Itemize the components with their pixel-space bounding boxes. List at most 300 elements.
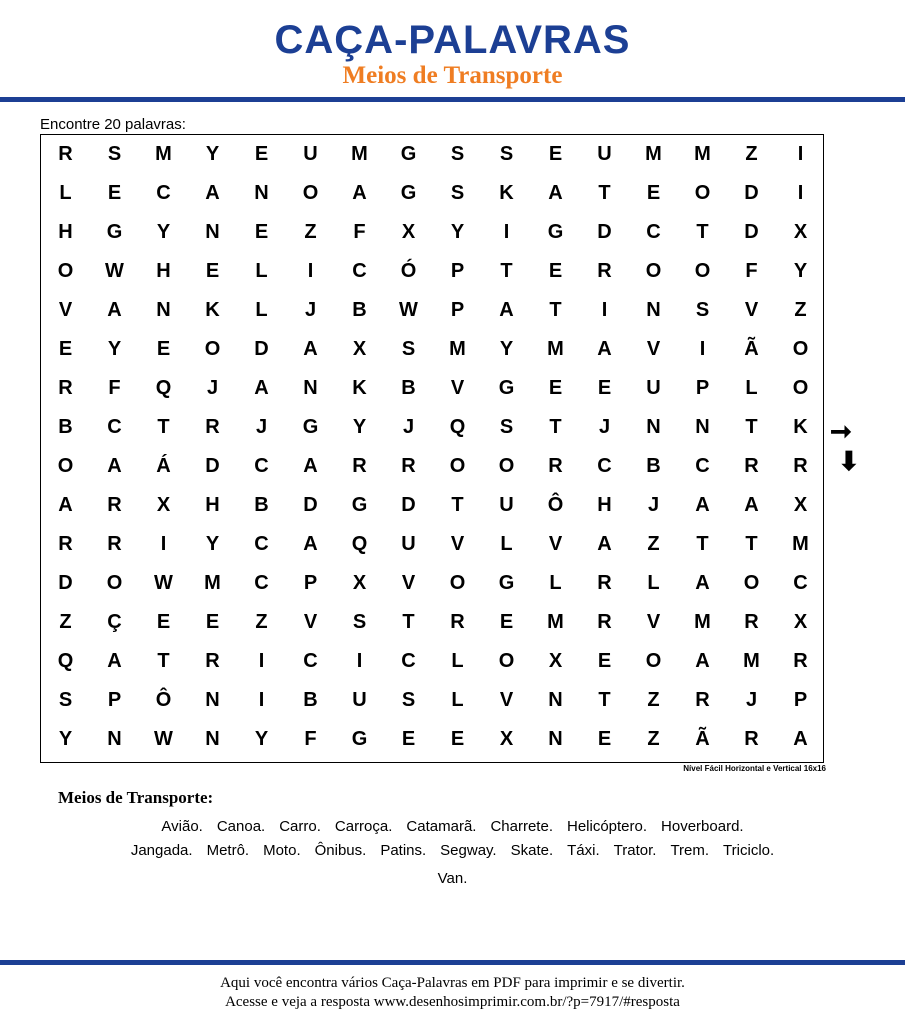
grid-letter: E xyxy=(450,728,465,750)
grid-letter: A xyxy=(107,455,122,477)
grid-letter: Q xyxy=(351,533,368,555)
grid-letter: Z xyxy=(647,728,660,750)
grid-letter: I xyxy=(307,260,314,282)
grid-row xyxy=(41,330,825,369)
grid-letter: U xyxy=(499,494,514,516)
grid-row xyxy=(41,564,825,603)
word-list-item: Charrete. xyxy=(490,818,553,835)
grid-letter: R xyxy=(205,416,220,438)
grid-letter: B xyxy=(401,377,416,399)
grid-letter: Y xyxy=(107,338,122,360)
grid-letter: U xyxy=(303,143,318,165)
grid-letter: V xyxy=(499,689,514,711)
grid-letter: E xyxy=(254,221,269,243)
grid-letter: Ô xyxy=(547,494,564,516)
grid-letter: P xyxy=(793,689,808,711)
grid-letter: U xyxy=(401,533,416,555)
grid-letter: S xyxy=(58,689,73,711)
grid-letter: N xyxy=(205,728,220,750)
grid-letter: S xyxy=(107,143,122,165)
grid-letter: O xyxy=(694,182,711,204)
grid-letter: M xyxy=(547,338,564,360)
grid-letter: V xyxy=(303,611,318,633)
grid-letter: E xyxy=(156,611,171,633)
page-subtitle: Meios de Transporte xyxy=(342,62,563,89)
grid-letter: R xyxy=(107,533,122,555)
grid-letter: D xyxy=(744,221,759,243)
grid-letter: C xyxy=(646,221,661,243)
grid-letter: N xyxy=(254,182,269,204)
word-list-line xyxy=(0,842,905,859)
grid-letter: M xyxy=(645,143,662,165)
grid-letter: A xyxy=(352,182,367,204)
grid-letter: I xyxy=(797,182,804,204)
footer-line-2: Acesse e veja a resposta www.desenhosimprimir.com.br/?p=7917/#resposta xyxy=(225,994,680,1010)
grid-letter: C xyxy=(597,455,612,477)
grid-row xyxy=(41,525,825,564)
word-list-item: Moto. xyxy=(263,842,301,859)
grid-letter: N xyxy=(548,728,563,750)
grid-letter: L xyxy=(500,533,513,555)
grid-letter: Z xyxy=(647,689,660,711)
grid-letter: V xyxy=(548,533,563,555)
grid-letter: M xyxy=(792,533,809,555)
grid-letter: P xyxy=(303,572,318,594)
grid-letter: M xyxy=(351,143,368,165)
grid-letter: O xyxy=(106,572,123,594)
grid-letter: R xyxy=(107,494,122,516)
grid-letter: A xyxy=(695,572,710,594)
word-list-item: Helicóptero. xyxy=(566,818,648,835)
grid-letter: D xyxy=(401,494,416,516)
grid-row xyxy=(41,408,825,447)
word-list-item: Patins. xyxy=(380,842,427,859)
grid-letter: X xyxy=(401,221,416,243)
word-list-item: Carroça. xyxy=(334,818,393,835)
grid-letter: M xyxy=(694,143,711,165)
grid-letter: V xyxy=(58,299,73,321)
grid-letter: Ó xyxy=(400,260,417,282)
grid-letter: O xyxy=(645,650,662,672)
grid-letter: R xyxy=(597,572,612,594)
grid-letter: S xyxy=(499,143,514,165)
grid-letter: B xyxy=(303,689,318,711)
grid-letter: R xyxy=(695,689,710,711)
word-list-item: Canoa. xyxy=(216,818,266,835)
grid-letter: E xyxy=(646,182,661,204)
grid-letter: T xyxy=(745,533,758,555)
grid-letter: R xyxy=(450,611,465,633)
grid-letter: X xyxy=(548,650,563,672)
grid-letter: F xyxy=(353,221,366,243)
grid-letter: D xyxy=(58,572,73,594)
grid-letter: V xyxy=(401,572,416,594)
grid-letter: J xyxy=(402,416,415,438)
grid-row xyxy=(41,291,825,330)
grid-letter: O xyxy=(694,260,711,282)
grid-letter: G xyxy=(498,572,515,594)
grid-letter: P xyxy=(450,260,465,282)
grid-letter: S xyxy=(450,143,465,165)
grid-letter: Y xyxy=(58,728,73,750)
grid-letter: B xyxy=(254,494,269,516)
grid-letter: L xyxy=(451,650,464,672)
grid-letter: L xyxy=(255,260,268,282)
grid-letter: N xyxy=(548,689,563,711)
grid-letter: R xyxy=(548,455,563,477)
grid-letter: T xyxy=(402,611,415,633)
grid-letter: E xyxy=(499,611,514,633)
grid-letter: S xyxy=(450,182,465,204)
grid-letter: G xyxy=(351,728,368,750)
grid-letter: O xyxy=(743,572,760,594)
grid-letter: T xyxy=(549,416,562,438)
grid-row xyxy=(41,720,825,759)
grid-letter: Z xyxy=(59,611,72,633)
word-list-item: Trem. xyxy=(670,842,710,859)
grid-letter: J xyxy=(647,494,660,516)
grid-letter: T xyxy=(549,299,562,321)
grid-letter: R xyxy=(58,377,73,399)
grid-letter: Z xyxy=(304,221,317,243)
grid-letter: O xyxy=(449,572,466,594)
grid-row xyxy=(41,642,825,681)
grid-letter: T xyxy=(696,221,709,243)
grid-letter: Z xyxy=(794,299,807,321)
grid-letter: N xyxy=(646,299,661,321)
grid-letter: K xyxy=(352,377,367,399)
grid-letter: E xyxy=(107,182,122,204)
grid-letter: N xyxy=(205,221,220,243)
grid-letter: A xyxy=(107,650,122,672)
grid-letter: Ã xyxy=(744,338,759,360)
grid-letter: Ô xyxy=(155,689,172,711)
word-list-item: Van. xyxy=(437,870,468,887)
grid-letter: E xyxy=(58,338,73,360)
grid-letter: B xyxy=(646,455,661,477)
grid-letter: N xyxy=(107,728,122,750)
grid-letter: K xyxy=(205,299,220,321)
grid-letter: J xyxy=(206,377,219,399)
grid-letter: X xyxy=(499,728,514,750)
grid-letter: R xyxy=(744,455,759,477)
grid-letter: L xyxy=(59,182,72,204)
grid-letter: O xyxy=(302,182,319,204)
word-list-item: Jangada. xyxy=(130,842,193,859)
grid-letter: E xyxy=(548,143,563,165)
grid-letter: A xyxy=(695,650,710,672)
grid-letter: A xyxy=(744,494,759,516)
grid-letter: M xyxy=(547,611,564,633)
grid-letter: S xyxy=(695,299,710,321)
word-list-item: Avião. xyxy=(161,818,203,835)
grid-letter: L xyxy=(451,689,464,711)
grid-row xyxy=(41,447,825,486)
grid-letter: C xyxy=(793,572,808,594)
grid-letter: C xyxy=(695,455,710,477)
grid-letter: N xyxy=(695,416,710,438)
grid-letter: G xyxy=(400,182,417,204)
grid-letter: V xyxy=(450,533,465,555)
grid-letter: J xyxy=(598,416,611,438)
grid-letter: C xyxy=(254,533,269,555)
grid-letter: E xyxy=(597,377,612,399)
grid-letter: A xyxy=(303,338,318,360)
grid-letter: A xyxy=(254,377,269,399)
word-list-item: Skate. xyxy=(510,842,554,859)
grid-letter: O xyxy=(449,455,466,477)
grid-letter: O xyxy=(792,338,809,360)
grid-letter: E xyxy=(205,260,220,282)
grid-letter: O xyxy=(645,260,662,282)
word-list-title: Meios de Transporte: xyxy=(58,788,214,807)
grid-letter: I xyxy=(699,338,706,360)
grid-letter: R xyxy=(793,650,808,672)
grid-letter: U xyxy=(597,143,612,165)
grid-letter: B xyxy=(352,299,367,321)
grid-letter: T xyxy=(157,650,170,672)
grid-letter: D xyxy=(205,455,220,477)
grid-letter: R xyxy=(744,611,759,633)
grid-letter: E xyxy=(156,338,171,360)
grid-row xyxy=(41,174,825,213)
grid-letter: E xyxy=(548,377,563,399)
grid-letter: N xyxy=(303,377,318,399)
grid-letter: T xyxy=(598,689,611,711)
grid-letter: L xyxy=(745,377,758,399)
grid-letter: Q xyxy=(449,416,466,438)
grid-letter: C xyxy=(254,455,269,477)
grid-letter: D xyxy=(597,221,612,243)
grid-letter: A xyxy=(597,533,612,555)
header-divider xyxy=(0,97,905,102)
grid-letter: V xyxy=(450,377,465,399)
grid-letter: N xyxy=(646,416,661,438)
grid-letter: F xyxy=(745,260,758,282)
grid-letter: G xyxy=(302,416,319,438)
grid-letter: P xyxy=(107,689,122,711)
grid-letter: O xyxy=(57,260,74,282)
grid-letter: R xyxy=(744,728,759,750)
grid-letter: G xyxy=(400,143,417,165)
grid-letter: D xyxy=(744,182,759,204)
grid-letter: I xyxy=(258,650,265,672)
grid-letter: U xyxy=(646,377,661,399)
grid-letter: Z xyxy=(255,611,268,633)
grid-letter: X xyxy=(793,611,808,633)
grid-letter: B xyxy=(58,416,73,438)
grid-letter: T xyxy=(500,260,513,282)
grid-letter: O xyxy=(792,377,809,399)
grid-letter: H xyxy=(58,221,73,243)
grid-letter: N xyxy=(156,299,171,321)
grid-letter: I xyxy=(601,299,608,321)
grid-letter: V xyxy=(646,611,661,633)
grid-letter: Q xyxy=(57,650,74,672)
grid-letter: V xyxy=(646,338,661,360)
grid-letter: I xyxy=(160,533,167,555)
grid-letter: S xyxy=(401,338,416,360)
grid-letter: C xyxy=(107,416,122,438)
arrow-right-icon: ➞ xyxy=(830,416,852,446)
grid-letter: R xyxy=(58,533,73,555)
grid-letter: L xyxy=(255,299,268,321)
grid-letter: W xyxy=(105,260,124,282)
grid-letter: I xyxy=(356,650,363,672)
grid-letter: F xyxy=(304,728,317,750)
grid-letter: R xyxy=(793,455,808,477)
grid-letter: E xyxy=(597,728,612,750)
grid-letter: Y xyxy=(254,728,269,750)
grid-letter: A xyxy=(107,299,122,321)
grid-letter: Q xyxy=(155,377,172,399)
grid-letter: J xyxy=(745,689,758,711)
grid-row xyxy=(41,486,825,525)
grid-letter: I xyxy=(258,689,265,711)
grid-letter: I xyxy=(503,221,510,243)
grid-letter: M xyxy=(743,650,760,672)
grid-letter: M xyxy=(449,338,466,360)
grid-letter: S xyxy=(401,689,416,711)
grid-letter: J xyxy=(255,416,268,438)
grid-letter: Á xyxy=(156,455,171,477)
grid-letter: L xyxy=(647,572,660,594)
grid-letter: N xyxy=(205,689,220,711)
grid-row xyxy=(41,369,825,408)
grid-letter: P xyxy=(450,299,465,321)
grid-letter: E xyxy=(401,728,416,750)
grid-letter: I xyxy=(797,143,804,165)
arrow-down-icon: ⬇ xyxy=(838,446,860,476)
grid-letter: T xyxy=(696,533,709,555)
grid-letter: R xyxy=(401,455,416,477)
grid-letter: M xyxy=(155,143,172,165)
grid-letter: J xyxy=(304,299,317,321)
page-title: CAÇA-PALAVRAS xyxy=(274,18,631,62)
grid-letter: K xyxy=(499,182,514,204)
grid-letter: O xyxy=(498,650,515,672)
grid-row xyxy=(41,135,825,174)
grid-letter: O xyxy=(57,455,74,477)
word-list-item: Segway. xyxy=(440,842,497,859)
grid-letter: T xyxy=(598,182,611,204)
grid-letter: A xyxy=(597,338,612,360)
grid-letter: G xyxy=(498,377,515,399)
grid-letter: Y xyxy=(450,221,465,243)
word-list-item: Metrô. xyxy=(206,842,250,859)
grid-letter: A xyxy=(303,455,318,477)
grid-letter: X xyxy=(793,221,808,243)
grid-letter: G xyxy=(351,494,368,516)
grid-letter: T xyxy=(157,416,170,438)
instruction-text: Encontre 20 palavras: xyxy=(40,116,186,133)
footer-divider xyxy=(0,960,905,965)
grid-letter: L xyxy=(549,572,562,594)
grid-letter: H xyxy=(205,494,220,516)
word-list-item: Trator. xyxy=(613,842,657,859)
grid-letter: W xyxy=(154,572,173,594)
grid-letter: W xyxy=(399,299,418,321)
grid-letter: U xyxy=(352,689,367,711)
grid-letter: X xyxy=(793,494,808,516)
grid-letter: A xyxy=(695,494,710,516)
grid-letter: C xyxy=(303,650,318,672)
grid-letter: O xyxy=(204,338,221,360)
grid-letter: T xyxy=(745,416,758,438)
grid-letter: S xyxy=(352,611,367,633)
grid-letter: C xyxy=(401,650,416,672)
word-list-item: Ônibus. xyxy=(314,842,367,859)
grid-letter: Y xyxy=(352,416,367,438)
grid-letter: E xyxy=(205,611,220,633)
grid-letter: X xyxy=(352,572,367,594)
grid-letter: F xyxy=(108,377,121,399)
word-search-grid xyxy=(40,134,824,763)
word-list-item: Carro. xyxy=(279,818,321,835)
grid-letter: Y xyxy=(205,533,220,555)
grid-letter: E xyxy=(597,650,612,672)
grid-letter: H xyxy=(597,494,612,516)
grid-letter: R xyxy=(597,260,612,282)
grid-letter: Y xyxy=(156,221,171,243)
grid-letter: H xyxy=(156,260,171,282)
grid-letter: W xyxy=(154,728,173,750)
word-list-item: Táxi. xyxy=(567,842,600,859)
grid-letter: Ã xyxy=(695,728,710,750)
grid-letter: S xyxy=(499,416,514,438)
grid-letter: Z xyxy=(647,533,660,555)
grid-letter: K xyxy=(793,416,808,438)
grid-letter: A xyxy=(58,494,73,516)
grid-letter: Y xyxy=(499,338,514,360)
grid-letter: X xyxy=(352,338,367,360)
grid-letter: P xyxy=(695,377,710,399)
grid-letter: R xyxy=(205,650,220,672)
grid-letter: V xyxy=(744,299,759,321)
grid-letter: X xyxy=(156,494,171,516)
footer-line-1: Aqui você encontra vários Caça-Palavras em PDF para imprimir e se divertir. xyxy=(220,975,685,991)
grid-letter: R xyxy=(58,143,73,165)
grid-letter: C xyxy=(156,182,171,204)
grid-letter: A xyxy=(303,533,318,555)
grid-row xyxy=(41,213,825,252)
word-list-item: Triciclo. xyxy=(723,842,775,859)
grid-letter: D xyxy=(303,494,318,516)
grid-letter: E xyxy=(548,260,563,282)
grid-letter: M xyxy=(204,572,221,594)
grid-letter: G xyxy=(547,221,564,243)
level-note: Nível Fácil Horizontal e Vertical 16x16 xyxy=(683,764,826,773)
word-list-line xyxy=(0,870,905,887)
grid-row xyxy=(41,603,825,642)
word-list-item: Catamarã. xyxy=(406,818,477,835)
grid-letter: A xyxy=(205,182,220,204)
grid-letter: C xyxy=(352,260,367,282)
grid-letter: Y xyxy=(793,260,808,282)
grid-row xyxy=(41,252,825,291)
word-list-item: Hoverboard. xyxy=(661,818,744,835)
grid-letter: Z xyxy=(745,143,758,165)
grid-letter: A xyxy=(548,182,563,204)
grid-letter: D xyxy=(254,338,269,360)
grid-letter: A xyxy=(793,728,808,750)
word-list-line xyxy=(0,818,905,835)
grid-letter: T xyxy=(451,494,464,516)
grid-row xyxy=(41,681,825,720)
grid-letter: Y xyxy=(205,143,220,165)
grid-letter: Ç xyxy=(107,611,122,633)
grid-letter: A xyxy=(499,299,514,321)
